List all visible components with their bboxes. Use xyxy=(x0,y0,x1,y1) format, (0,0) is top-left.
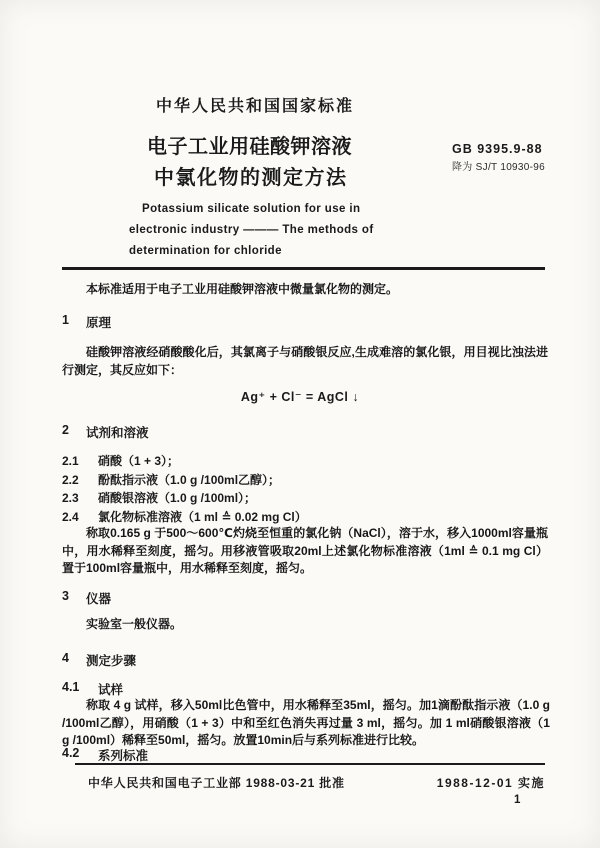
reagent-item-text: 硝酸（1 + 3）； xyxy=(98,454,180,468)
section-number: 3 xyxy=(62,589,69,603)
standard-code: GB 9395.9-88 xyxy=(452,142,543,156)
subsection-series-standard-heading xyxy=(62,746,148,764)
superseded-note: 降为 SJ/T 10930-96 xyxy=(452,162,545,173)
reagent-item-text: 氯化物标准溶液（1 ml ≙ 0.02 mg Cl） xyxy=(98,509,307,524)
reagent-item-text: 酚酞指示液（1.0 g /100ml乙醇）； xyxy=(98,472,281,487)
reagent-item-number: 2.4 xyxy=(62,509,79,524)
section-principle-heading xyxy=(62,313,111,331)
section-title: 试剂和溶液 xyxy=(86,426,149,440)
document-title-en-line1: Potassium silicate solution for use in xyxy=(142,203,361,215)
principle-paragraph: 硅酸钾溶液经硝酸酸化后，其氯离子与硝酸银反应,生成难溶的氯化银，用目视比浊法进行测定，其反应如下： xyxy=(62,345,548,377)
apparatus-paragraph: 实验室一般仪器。 xyxy=(86,617,183,631)
header-divider-rule xyxy=(62,267,545,270)
section-reagents-heading xyxy=(62,423,149,441)
scope-paragraph: 本标准适用于电子工业用硅酸钾溶液中微量氯化物的测定。 xyxy=(86,282,399,296)
section-apparatus-heading xyxy=(62,589,111,607)
reagent-list xyxy=(62,452,548,526)
page-number: 1 xyxy=(514,794,521,806)
document-title-en-line3: determination for chloride xyxy=(129,245,282,257)
reagent-item xyxy=(62,508,548,527)
chloride-standard-preparation-paragraph: 称取0.165 g 于500～600℃灼烧至恒重的氯化钠（NaCl），溶于水，移入1000ml容量瓶中，用水稀释至刻度，摇匀。用移液管吸取20ml上述氯化物标准溶液（1ml ≙ 0.1 mg Cl）置于100ml容量瓶中，用水稀释至刻度，摇匀。 xyxy=(62,526,548,575)
subsection-number: 4.1 xyxy=(62,680,80,694)
reagent-item xyxy=(62,452,548,471)
standard-code-block xyxy=(452,142,582,173)
reagent-item-number: 2.1 xyxy=(62,454,79,468)
reagent-item xyxy=(62,489,548,508)
section-title: 原理 xyxy=(86,316,112,330)
document-title-cn-line1: 电子工业用硅酸钾溶液 xyxy=(147,136,352,158)
section-number: 4 xyxy=(62,651,69,665)
subsection-title: 试样 xyxy=(98,683,124,697)
reagent-item xyxy=(62,471,548,490)
section-procedure-heading xyxy=(62,651,136,669)
implementation-line: 1988-12-01 实施 xyxy=(436,776,545,790)
subsection-number: 4.2 xyxy=(62,746,80,760)
subsection-sample-heading xyxy=(62,680,123,698)
section-title: 仪器 xyxy=(86,592,112,606)
subsection-title: 系列标准 xyxy=(98,749,149,763)
section-number: 2 xyxy=(62,423,69,437)
reagent-item-number: 2.3 xyxy=(62,491,79,505)
footer-divider-rule xyxy=(75,763,545,765)
sample-procedure-paragraph: 称取 4 g 试样，移入50ml比色管中，用水稀释至35ml，摇匀。加1滴酚酞指示液（1.0 g /100ml乙醇），用硝酸（1 + 3）中和至红色消失再过量 3 ml，摇匀。加 1 ml硝酸银溶液（1 g /100ml）稀释至50ml，摇匀。放置10min后与系列标准进行比较。 xyxy=(62,698,550,747)
approval-line: 中华人民共和国电子工业部 1988-03-21 批准 xyxy=(88,776,345,790)
reaction-equation: Ag⁺ + Cl⁻ = AgCl ↓ xyxy=(240,390,360,404)
national-standard-label: 中华人民共和国国家标准 xyxy=(156,98,355,115)
reagent-item-number: 2.2 xyxy=(62,472,79,487)
document-title-en-line2: electronic industry ——— The methods of xyxy=(129,224,374,236)
document-title-cn-line2: 中氯化物的测定方法 xyxy=(154,167,348,189)
document-title-en xyxy=(129,199,374,262)
section-title: 测定步骤 xyxy=(86,654,137,668)
section-number: 1 xyxy=(62,313,69,327)
reagent-item-text: 硝酸银溶液（1.0 g /100ml）； xyxy=(98,491,257,505)
